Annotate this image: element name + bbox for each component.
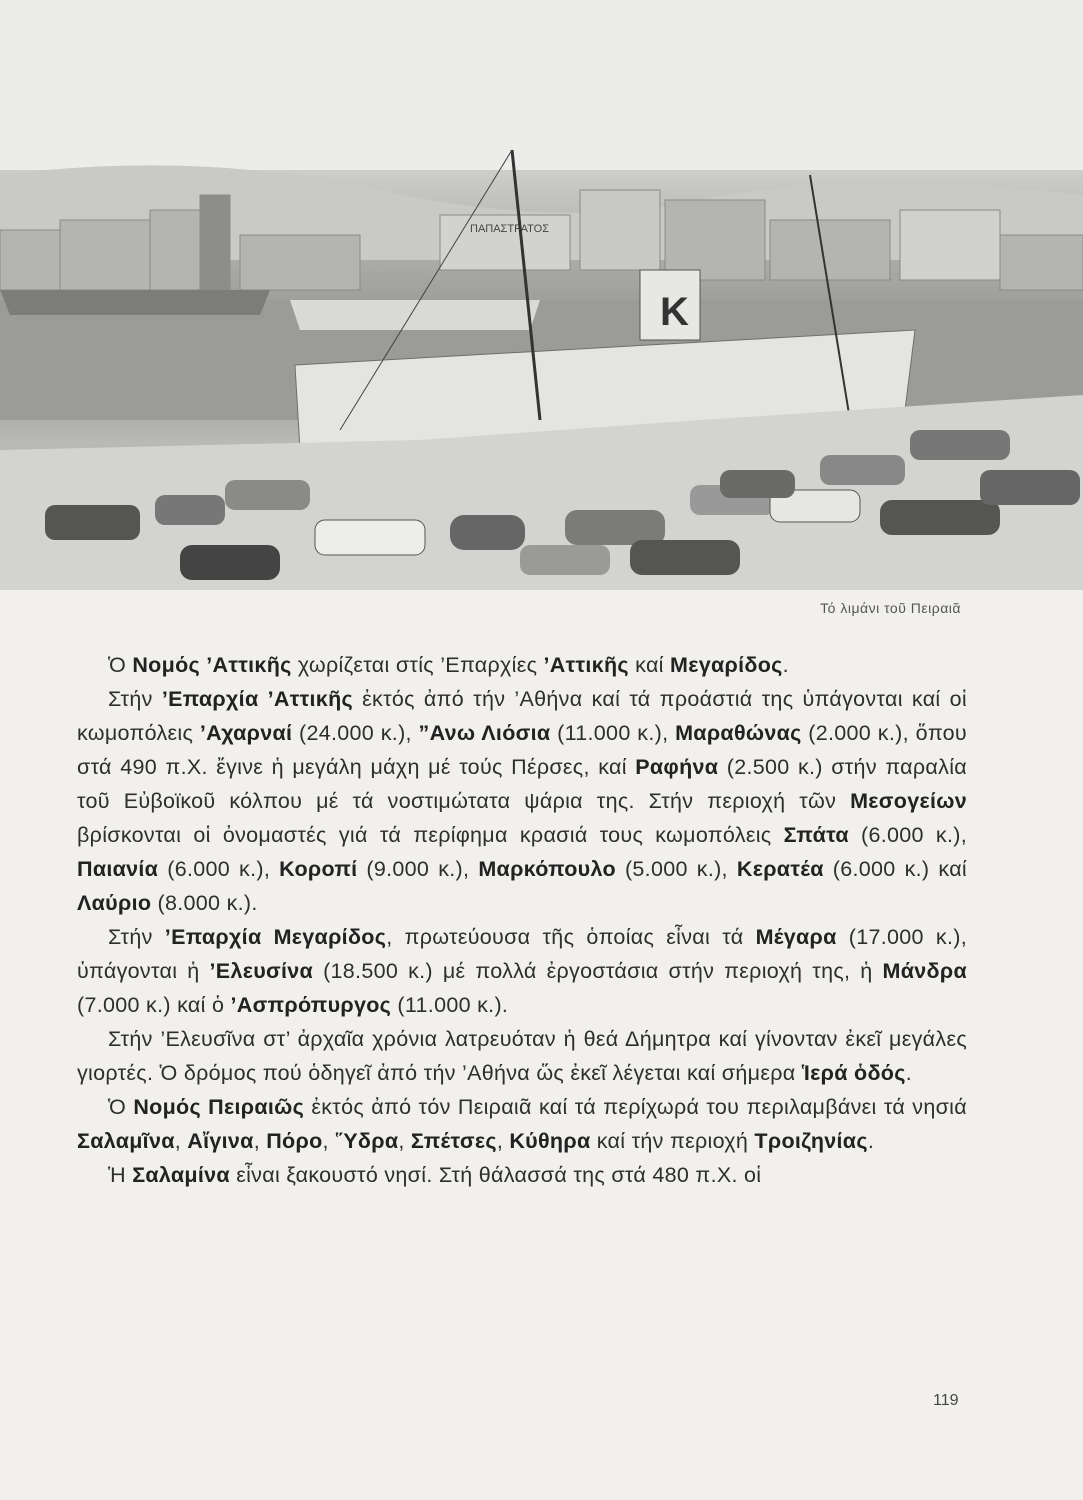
text-run: . — [867, 1129, 875, 1153]
page-number: 119 — [933, 1392, 959, 1409]
text-run: Ὁ — [108, 1095, 134, 1119]
bold-term: ’Ασπρόπυργος — [230, 993, 392, 1017]
bold-term: Μέγαρα — [755, 925, 837, 949]
text-run: (6.000 κ.), — [848, 823, 967, 847]
bold-term: Ραφήνα — [635, 755, 719, 779]
harbor-illustration — [0, 0, 1083, 590]
text-run: Στήν ’Ελευσῖνα στ’ ἀρχαῖα χρόνια λατρευόταν ἡ θεά Δήμητρα καί γίνονταν ἐκεῖ μεγάλες γιορτές. Ὁ δρόμος πού ὁδηγεῖ ἀπό τήν ’Αθήνα ὥς ἐκεῖ λέγεται καί σήμερα — [77, 1027, 967, 1085]
text-run: ἐκτός ἀπό τήν ’Αθήνα καί τά προάστιά της ὑπάγονται καί οἱ κωμοπόλεις — [77, 687, 967, 745]
paragraph — [77, 1090, 967, 1158]
text-run: βρίσκονται οἱ ὀνομαστές γιά τά περίφημα κρασιά τους κωμοπόλεις — [77, 823, 784, 847]
text-run: . — [782, 653, 789, 677]
text-run: , πρωτεύουσα τῆς ὁποίας εἶναι τά — [386, 925, 756, 949]
bold-term: Μεγαρίδος — [670, 653, 783, 677]
text-run: , — [322, 1129, 336, 1153]
text-run: . — [905, 1061, 912, 1085]
bold-term: Ἱερά ὁδός — [801, 1061, 906, 1085]
text-run: καί τήν περιοχή — [590, 1129, 755, 1153]
bold-term: Σπάτα — [783, 823, 849, 847]
bold-term: Σαλαμῖνα — [77, 1129, 175, 1153]
bold-term: Σαλαμίνα — [132, 1163, 230, 1187]
body-text — [77, 648, 967, 1192]
photo-caption: Τό λιμάνι τοῦ Πειραιᾶ — [820, 600, 961, 616]
text-run: Στήν — [108, 687, 162, 711]
bold-term: Μαραθώνας — [675, 721, 802, 745]
paragraph — [77, 682, 967, 920]
bold-term: Κοροπί — [279, 857, 358, 881]
harbor-photo — [0, 0, 1083, 590]
bold-term: ’Αχαρναί — [199, 721, 293, 745]
text-run: ἐκτός ἀπό τόν Πειραιᾶ καί τά περίχωρά του περιλαμβάνει τά νησιά — [304, 1095, 967, 1119]
text-run: (8.000 κ.). — [151, 891, 258, 915]
text-run: (11.000 κ.). — [391, 993, 509, 1017]
text-run: (7.000 κ.) καί ὁ — [77, 993, 231, 1017]
building-sign: ΠΑΠΑΣΤΡΑΤΟΣ — [470, 223, 549, 235]
bold-term: Κύθηρα — [509, 1129, 591, 1153]
text-run: Στήν — [108, 925, 165, 949]
text-run: Ἡ — [108, 1163, 133, 1187]
bold-term: ”Ανω Λιόσια — [418, 721, 551, 745]
text-run: (6.000 κ.), — [158, 857, 280, 881]
text-run: χωρίζεται στίς ’Επαρχίες — [291, 653, 544, 677]
bold-term: Παιανία — [77, 857, 159, 881]
text-run: (11.000 κ.), — [550, 721, 676, 745]
text-run: Ὁ — [108, 653, 133, 677]
bold-term: Νομός Πειραιῶς — [133, 1095, 305, 1119]
bold-term: ’Αττικῆς — [543, 653, 629, 677]
text-run: , — [496, 1129, 510, 1153]
bold-term: Ὕδρα — [335, 1129, 399, 1153]
bold-term: Κερατέα — [736, 857, 824, 881]
text-run: (9.000 κ.), — [357, 857, 479, 881]
bold-term: Τροιζηνίας — [754, 1129, 868, 1153]
text-run: (6.000 κ.) καί — [823, 857, 968, 881]
bold-term: Νομός ’Αττικῆς — [132, 653, 292, 677]
bold-term: Σπέτσες — [410, 1129, 497, 1153]
bold-term: Λαύριο — [77, 891, 152, 915]
bold-term: Πόρο — [266, 1129, 323, 1153]
bold-term: ’Ελευσίνα — [209, 959, 314, 983]
paragraph — [77, 1158, 967, 1192]
text-run: (17.000 κ.), ὑπάγονται ἡ — [77, 925, 967, 983]
bold-term: Μάνδρα — [882, 959, 967, 983]
funnel-letter: K — [660, 290, 689, 334]
text-run: εἶναι ξακουστό νησί. Στή θάλασσά της στά 480 π.Χ. οἱ — [229, 1163, 762, 1187]
paragraph — [77, 1022, 967, 1090]
text-run: , — [253, 1129, 267, 1153]
bold-term: ’Επαρχία Μεγαρίδος — [164, 925, 387, 949]
text-run: (18.500 κ.) μέ πολλά ἐργοστάσια στήν περιοχή της, ἡ — [313, 959, 883, 983]
text-run: (24.000 κ.), — [292, 721, 419, 745]
bold-term: Αἴγινα — [187, 1129, 254, 1153]
text-run: (5.000 κ.), — [615, 857, 737, 881]
text-run: (2.000 κ.), ὅπου στά 490 π.Χ. ἔγινε ἡ μεγάλη μάχη μέ τούς Πέρσες, καί — [77, 721, 967, 779]
text-run: καί — [628, 653, 671, 677]
text-run: , — [398, 1129, 411, 1153]
text-run: (2.500 κ.) στήν παραλία τοῦ Εὐβοϊκοῦ κόλπου μέ τά νοστιμώτατα ψάρια της. Στήν περιοχή τῶν — [77, 755, 967, 813]
bold-term: ’Επαρχία ’Αττικῆς — [161, 687, 353, 711]
text-run: , — [174, 1129, 188, 1153]
paragraph — [77, 648, 967, 682]
bold-term: Μεσογείων — [850, 789, 967, 813]
paragraph — [77, 920, 967, 1022]
bold-term: Μαρκόπουλο — [478, 857, 616, 881]
